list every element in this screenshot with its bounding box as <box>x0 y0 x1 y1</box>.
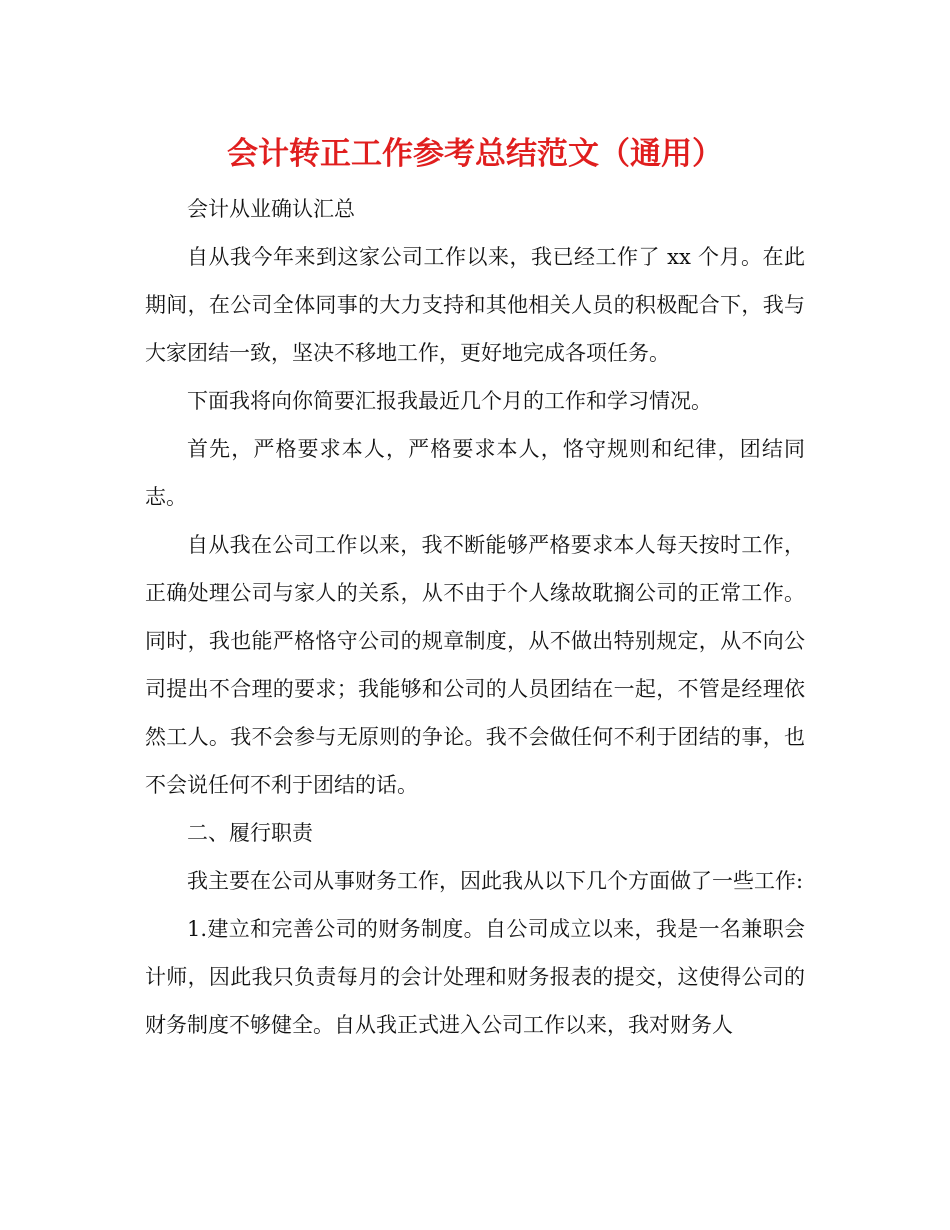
paragraph: 1.建立和完善公司的财务制度。自公司成立以来，我是一名兼职会计师，因此我只负责每月的会计处理和财务报表的提交，这使得公司的财务制度不够健全。自从我正式进入公司工作以来，我对财务人 <box>145 917 805 1037</box>
document-title: 会计转正工作参考总结范文（通用） <box>227 136 723 172</box>
paragraph: 自从我在公司工作以来，我不断能够严格要求本人每天按时工作，正确处理公司与家人的关系，从不由于个人缘故耽搁公司的正常工作。同时，我也能严格恪守公司的规章制度，从不做出特别规定，从不向公司提出不合理的要求；我能够和公司的人员团结在一起，不管是经理依然工人。我不会参与无原则的争论。我不会做任何不利于团结的事，也不会说任何不利于团结的话。 <box>145 533 805 797</box>
section-heading: 二、履行职责 <box>187 821 313 845</box>
paragraph: 我主要在公司从事财务工作，因此我从以下几个方面做了一些工作: <box>187 869 804 893</box>
paragraph: 首先，严格要求本人，严格要求本人，恪守规则和纪律，团结同志。 <box>145 437 805 509</box>
paragraph-heading: 会计从业确认汇总 <box>187 197 355 221</box>
document-body <box>145 185 805 1049</box>
paragraph: 自从我今年来到这家公司工作以来，我已经工作了 xx 个月。在此期间，在公司全体同事的大力支持和其他相关人员的积极配合下，我与大家团结一致，坚决不移地工作，更好地完成各项任务。 <box>145 245 805 365</box>
paragraph: 下面我将向你简要汇报我最近几个月的工作和学习情况。 <box>187 389 712 413</box>
